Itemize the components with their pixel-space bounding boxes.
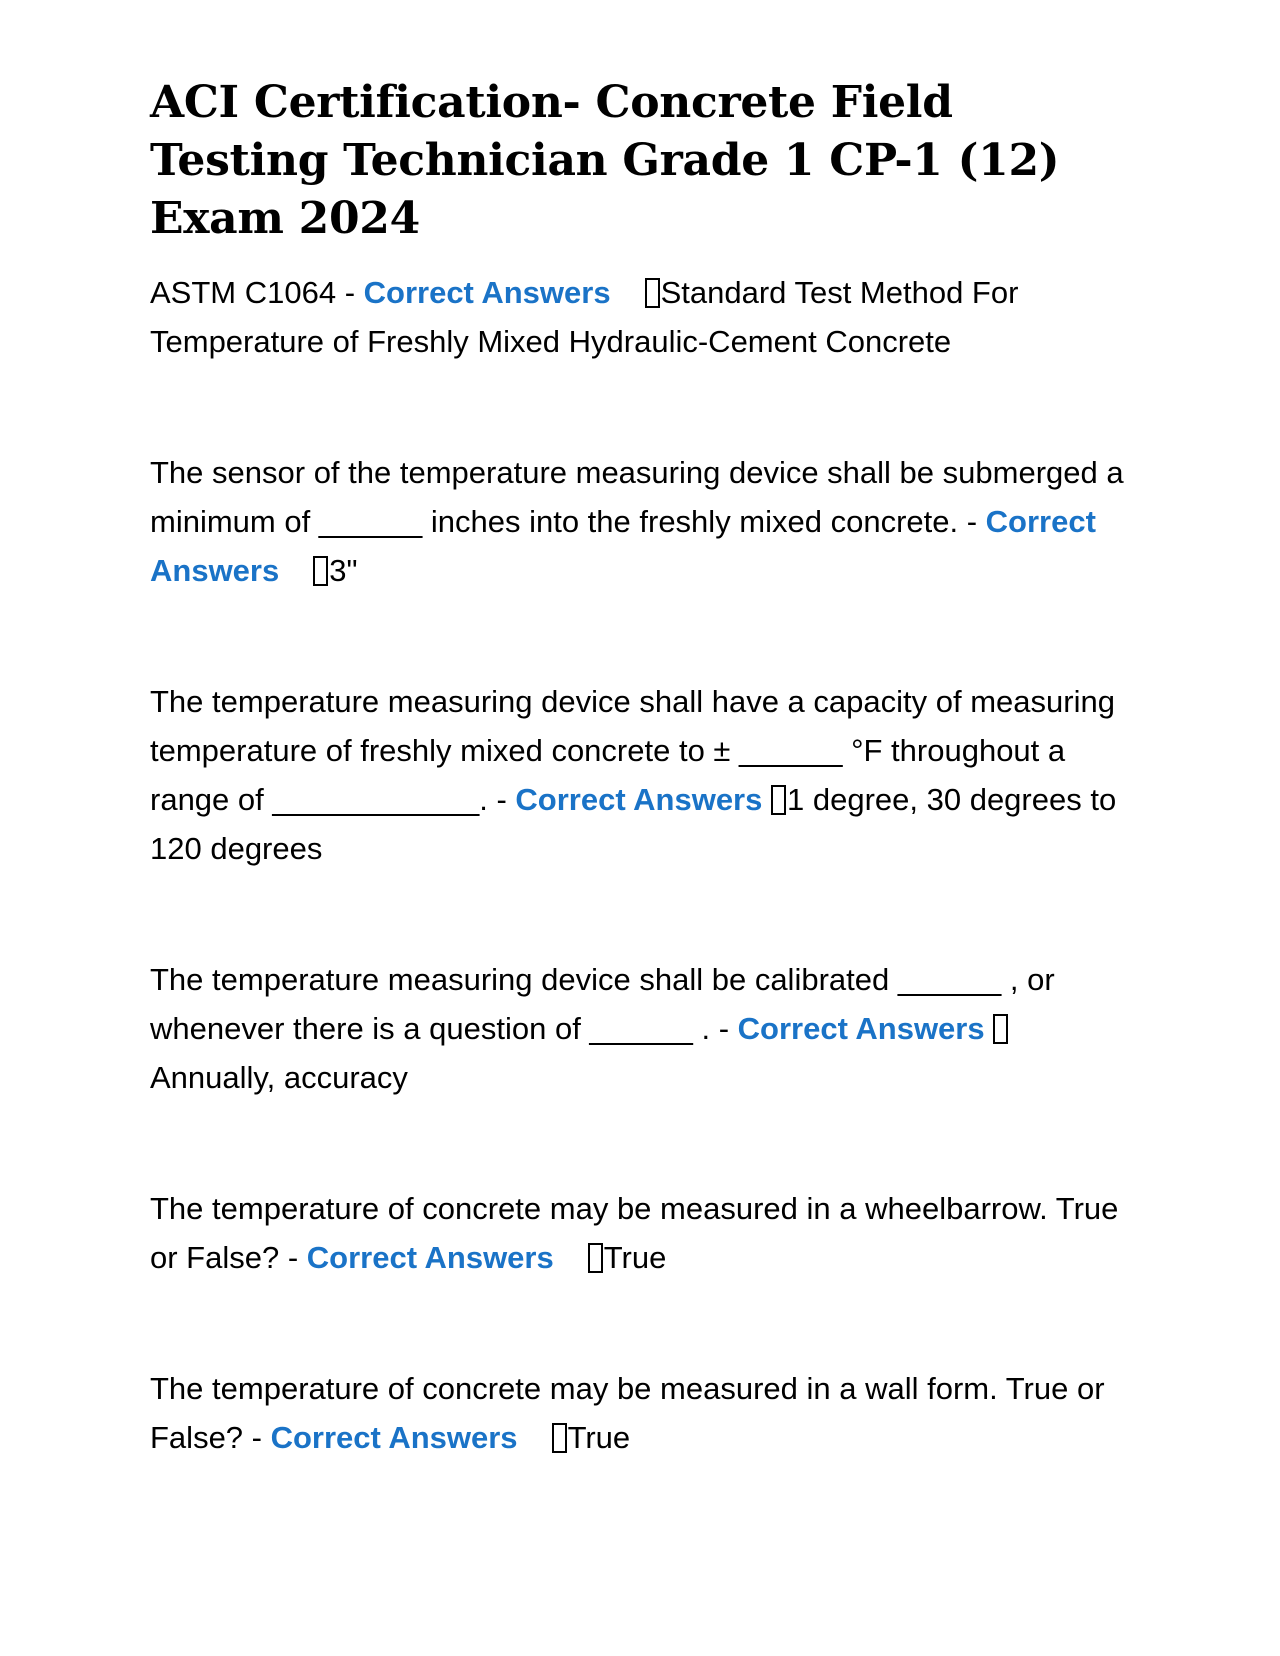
question-text: The sensor of the temperature measuring device shall be submerged a minimum of ______ inches into the freshly mixed concrete. - — [150, 455, 1124, 539]
correct-answers-label: Correct Answers — [270, 1420, 518, 1455]
box-glyph-icon — [313, 556, 328, 586]
question-text: The temperature of concrete may be measured in a wheelbarrow. True or False? - — [150, 1191, 1119, 1275]
answer-text: True — [603, 1240, 667, 1275]
box-glyph-icon — [993, 1014, 1008, 1044]
answer-text: 3" — [329, 553, 358, 588]
box-glyph-icon — [645, 278, 660, 308]
correct-answers-label: Correct Answers — [150, 504, 1096, 588]
document-title: ACI Certification- Concrete Field Testing Technician Grade 1 CP-1 (12) Exam 2024 — [150, 77, 1060, 244]
box-glyph-icon — [552, 1423, 567, 1453]
answer-text: True — [567, 1420, 631, 1455]
document-page — [150, 74, 1130, 1462]
question-text: ASTM C1064 - — [150, 275, 364, 310]
qa-item-6 — [150, 1364, 1130, 1462]
qa-item-1 — [150, 268, 1130, 366]
answer-text: Annually, accuracy — [150, 1060, 408, 1095]
answer-text: 1 degree, 30 degrees to 120 degrees — [150, 782, 1117, 866]
correct-answers-label: Correct Answers — [515, 782, 763, 817]
correct-answers-label: Correct Answers — [737, 1011, 985, 1046]
answer-text: Standard Test Method For Temperature of Freshly Mixed Hydraulic-Cement Concrete — [150, 275, 1019, 359]
qa-item-5 — [150, 1184, 1130, 1282]
correct-answers-label: Correct Answers — [306, 1240, 554, 1275]
question-text: The temperature of concrete may be measured in a wall form. True or False? - — [150, 1371, 1105, 1455]
qa-item-3 — [150, 677, 1130, 873]
box-glyph-icon — [771, 785, 786, 815]
box-glyph-icon — [588, 1243, 603, 1273]
question-text: The temperature measuring device shall have a capacity of measuring temperature of freshly mixed concrete to ± ______ °F throughout a range of ____________. - — [150, 684, 1115, 817]
qa-item-4 — [150, 955, 1130, 1102]
question-text: The temperature measuring device shall be calibrated ______ , or whenever there is a question of ______ . - — [150, 962, 1055, 1046]
qa-item-2 — [150, 448, 1130, 595]
correct-answers-label: Correct Answers — [363, 275, 611, 310]
